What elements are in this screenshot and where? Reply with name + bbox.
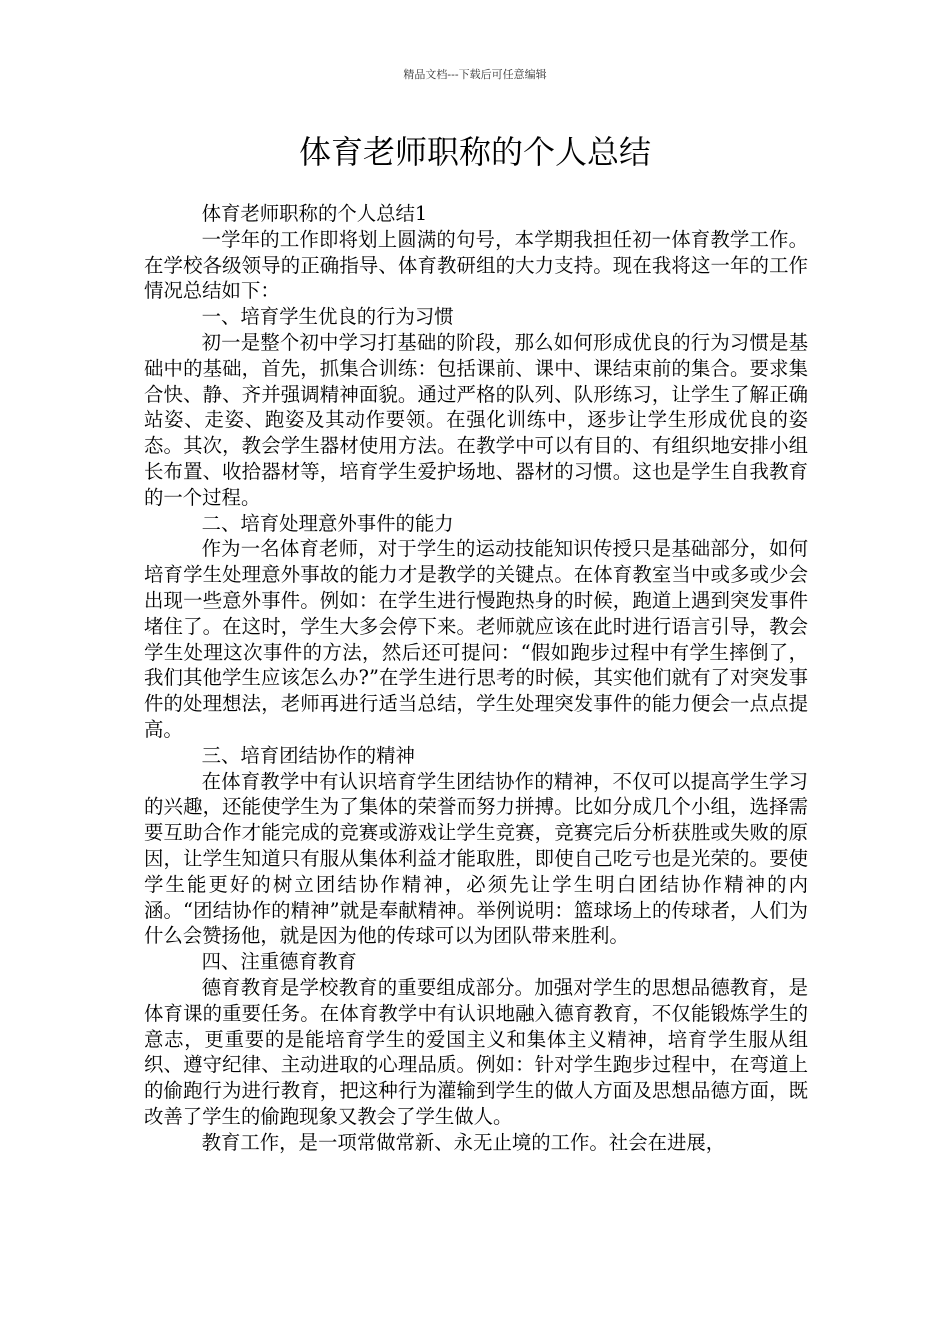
section-paragraph-3: 在体育教学中有认识培育学生团结协作的精神，不仅可以提高学生学习的兴趣，还能使学生为了集体的荣誉而努力拼搏。比如分成几个小组，选择需要互助合作才能完成的竞赛或游戏让学生竞赛，竞赛完后分析获胜或失败的原因，让学生知道只有服从集体利益才能取胜，即使自己吃亏也是光荣的。要使学生能更好的树立团结协作精神，必须先让学生明白团结协作精神的内涵。“团结协作的精神”就是奉献精神。举例说明：篮球场上的传球者，人们为什么会赞扬他，就是因为他的传球可以为团队带来胜利。 xyxy=(144,769,808,948)
closing-paragraph: 教育工作，是一项常做常新、永无止境的工作。社会在进展， xyxy=(201,1130,726,1154)
section-paragraph-2: 作为一名体育老师，对于学生的运动技能知识传授只是基础部分，如何培育学生处理意外事故的能力才是教学的关键点。在体育教室当中或多或少会出现一些意外事件。例如：在学生进行慢跑热身的时候，跑道上遇到突发事件堵住了。在这时，学生大多会停下来。老师就应该在此时进行语言引导，教会学生处理这次事件的方法，然后还可提问：“假如跑步过程中有学生摔倒了，我们其他学生应该怎么办?”在学生进行思考的时候，其实他们就有了对突发事件的处理想法，老师再进行适当总结，学生处理突发事件的能力便会一点点提高。 xyxy=(144,537,808,741)
section-heading-2: 二、培育处理意外事件的能力 xyxy=(201,511,454,535)
intro-paragraph: 一学年的工作即将划上圆满的句号，本学期我担任初一体育教学工作。在学校各级领导的正确指导、体育教研组的大力支持。现在我将这一年的工作情况总结如下： xyxy=(144,227,808,303)
section-heading-4: 四、注重德育教育 xyxy=(201,950,357,974)
document-title: 体育老师职称的个人总结 xyxy=(298,133,651,171)
section-paragraph-1: 初一是整个初中学习打基础的阶段，那么如何形成优良的行为习惯是基础中的基础，首先，抓集合训练：包括课前、课中、课结束前的集合。要求集合快、静、齐并强调精神面貌。通过严格的队列、队形练习，让学生了解正确站姿、走姿、跑姿及其动作要领。在强化训练中，逐步让学生形成优良的姿态。其次，教会学生器材使用方法。在教学中可以有目的、有组织地安排小组长布置、收拾器材等，培育学生爱护场地、器材的习惯。这也是学生自我教育的一个过程。 xyxy=(144,330,808,509)
section-heading-3: 三、培育团结协作的精神 xyxy=(201,743,415,767)
section-paragraph-4: 德育教育是学校教育的重要组成部分。加强对学生的思想品德教育，是体育课的重要任务。在体育教学中有认识地融入德育教育，不仅能锻炼学生的意志，更重要的是能培育学生的爱国主义和集体主义精神，培育学生服从组织、遵守纪律、主动进取的心理品质。例如：针对学生跑步过程中，在弯道上的偷跑行为进行教育，把这种行为灌输到学生的做人方面及思想品德方面，既改善了学生的偷跑现象又教会了学生做人。 xyxy=(144,975,808,1128)
subtitle-paragraph: 体育老师职称的个人总结1 xyxy=(201,202,428,225)
page-header: 精品文档---下载后可任意编辑 xyxy=(403,68,547,81)
document-body xyxy=(144,201,808,1155)
section-heading-1: 一、培育学生优良的行为习惯 xyxy=(201,305,454,329)
